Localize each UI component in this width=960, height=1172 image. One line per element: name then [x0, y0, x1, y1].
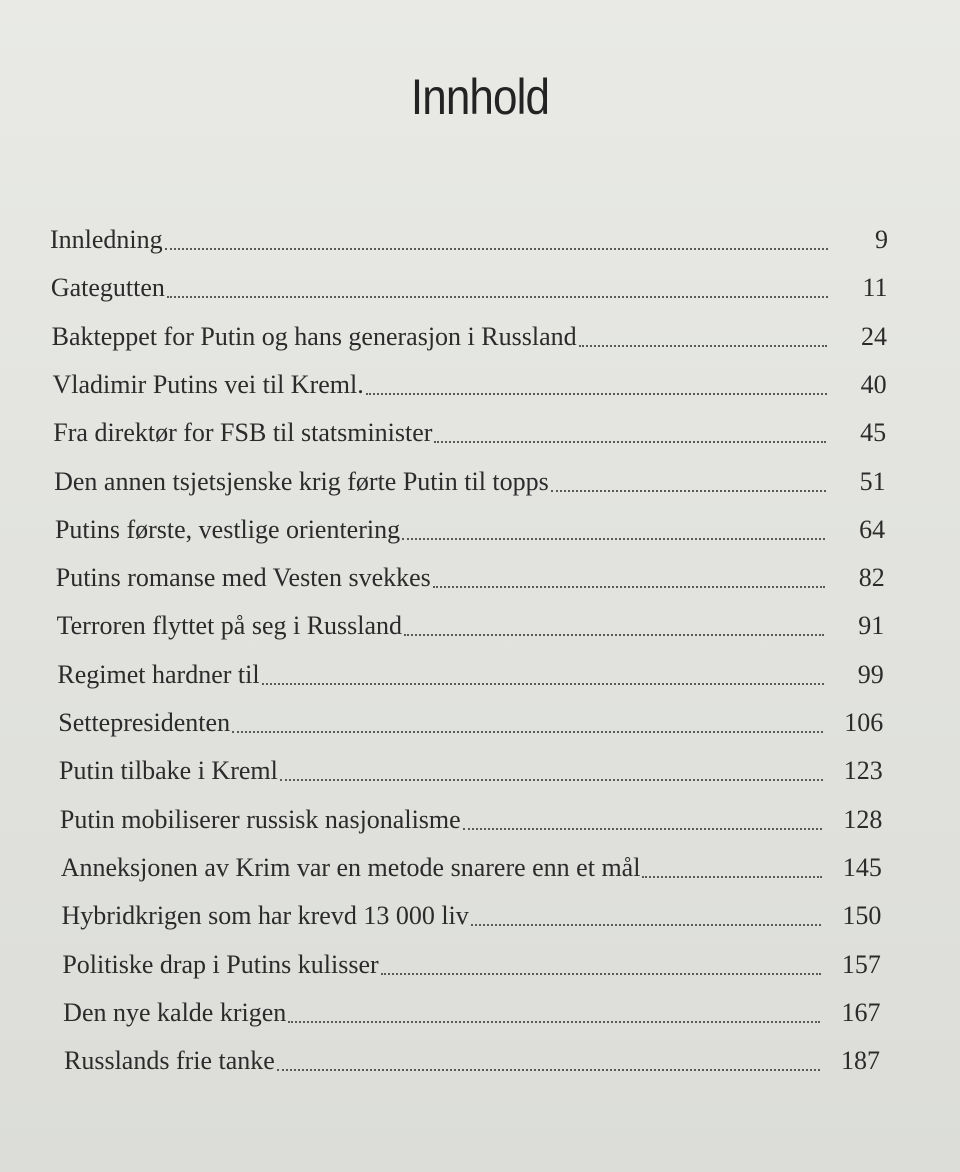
dot-leader: [434, 441, 826, 443]
toc-entry-page: 51: [859, 466, 886, 496]
dot-leader: [280, 779, 823, 781]
dot-leader: [642, 876, 821, 878]
toc-entry: [58, 705, 883, 741]
dot-leader: [262, 683, 824, 685]
toc-entry: [61, 850, 882, 886]
dot-leader: [232, 731, 823, 733]
toc-entry-page: 11: [862, 273, 888, 303]
toc-entry-label: Terroren flyttet på seg i Russland: [56, 611, 403, 641]
toc-entry-label: Fra direktør for FSB til statsminister: [53, 418, 433, 448]
toc-entry: [59, 753, 883, 789]
toc-entry-label: Innledning: [50, 225, 163, 254]
dot-leader: [277, 1069, 820, 1071]
page-title: Innhold: [410, 69, 550, 125]
toc-entry: [57, 608, 885, 644]
toc-entry: [54, 464, 886, 500]
toc-entry: [56, 560, 885, 596]
toc-entry-label: Gategutten: [50, 273, 165, 303]
toc-entry: [62, 947, 881, 983]
toc-entry-label: Settepresidenten: [58, 708, 231, 737]
toc-entry-page: 9: [875, 225, 888, 254]
toc-entry-page: 106: [844, 708, 884, 737]
toc-entry-label: Regimet hardner til: [57, 659, 260, 689]
toc-entry-label: Putin mobiliserer russisk nasjonalisme: [59, 804, 461, 834]
toc-entry-page: 45: [860, 418, 887, 448]
dot-leader: [471, 924, 822, 926]
toc-entry-page: 91: [858, 611, 885, 641]
toc-entry-page: 128: [843, 804, 883, 834]
toc-entry-label: Bakteppet for Putin og hans generasjon i Russland: [51, 321, 577, 351]
toc-entry-page: 145: [842, 852, 882, 882]
toc-entry: [60, 802, 882, 838]
toc-entry-page: 123: [843, 756, 883, 786]
dot-leader: [579, 345, 827, 347]
toc-entry-label: Putin tilbake i Kreml: [59, 756, 278, 786]
dot-leader: [165, 248, 828, 250]
dot-leader: [402, 538, 825, 540]
toc-entry: [62, 898, 882, 934]
dot-leader: [288, 1021, 820, 1023]
toc-entry: [64, 1043, 880, 1079]
toc-entry: [50, 222, 888, 258]
toc-entry-page: 99: [857, 659, 884, 689]
toc-entry-page: 64: [859, 514, 886, 544]
toc-entry-label: Hybridkrigen som har krevd 13 000 liv: [61, 901, 469, 931]
toc-entry-page: 150: [842, 901, 882, 931]
toc-entry-label: Putins romanse med Vesten svekkes: [55, 563, 431, 593]
toc-entry: [51, 270, 888, 306]
toc-entry: [53, 415, 886, 451]
dot-leader: [551, 490, 826, 492]
dot-leader: [463, 828, 823, 830]
toc-entry-page: 187: [841, 1046, 880, 1076]
dot-leader: [366, 393, 827, 395]
toc-entry-page: 167: [841, 997, 881, 1027]
toc-entry-page: 82: [858, 563, 885, 593]
toc-entry-label: Vladimir Putins vei til Kreml.: [52, 369, 364, 399]
toc-entry: [52, 319, 887, 355]
toc-entry: [52, 367, 886, 403]
toc-entry-page: 24: [861, 321, 888, 351]
toc-entry: [57, 657, 883, 693]
toc-entry: [63, 995, 880, 1031]
toc-entry: [55, 512, 885, 548]
dot-leader: [167, 296, 828, 298]
toc-entry-page: 40: [860, 369, 887, 399]
dot-leader: [404, 634, 824, 636]
dot-leader: [433, 586, 825, 588]
dot-leader: [381, 973, 821, 975]
toc-entry-label: Den annen tsjetsjenske krig førte Putin til topps: [54, 466, 549, 496]
toc-entry-label: Politiske drap i Putins kulisser: [62, 949, 379, 979]
toc-entry-label: Anneksjonen av Krim var en metode snarere enn et mål: [60, 852, 641, 882]
toc-entry-label: Den nye kalde krigen: [63, 997, 287, 1027]
toc-entry-label: Russlands frie tanke: [64, 1046, 275, 1076]
toc-entry-label: Putins første, vestlige orientering: [54, 514, 401, 544]
toc-entry-page: 157: [841, 949, 881, 979]
